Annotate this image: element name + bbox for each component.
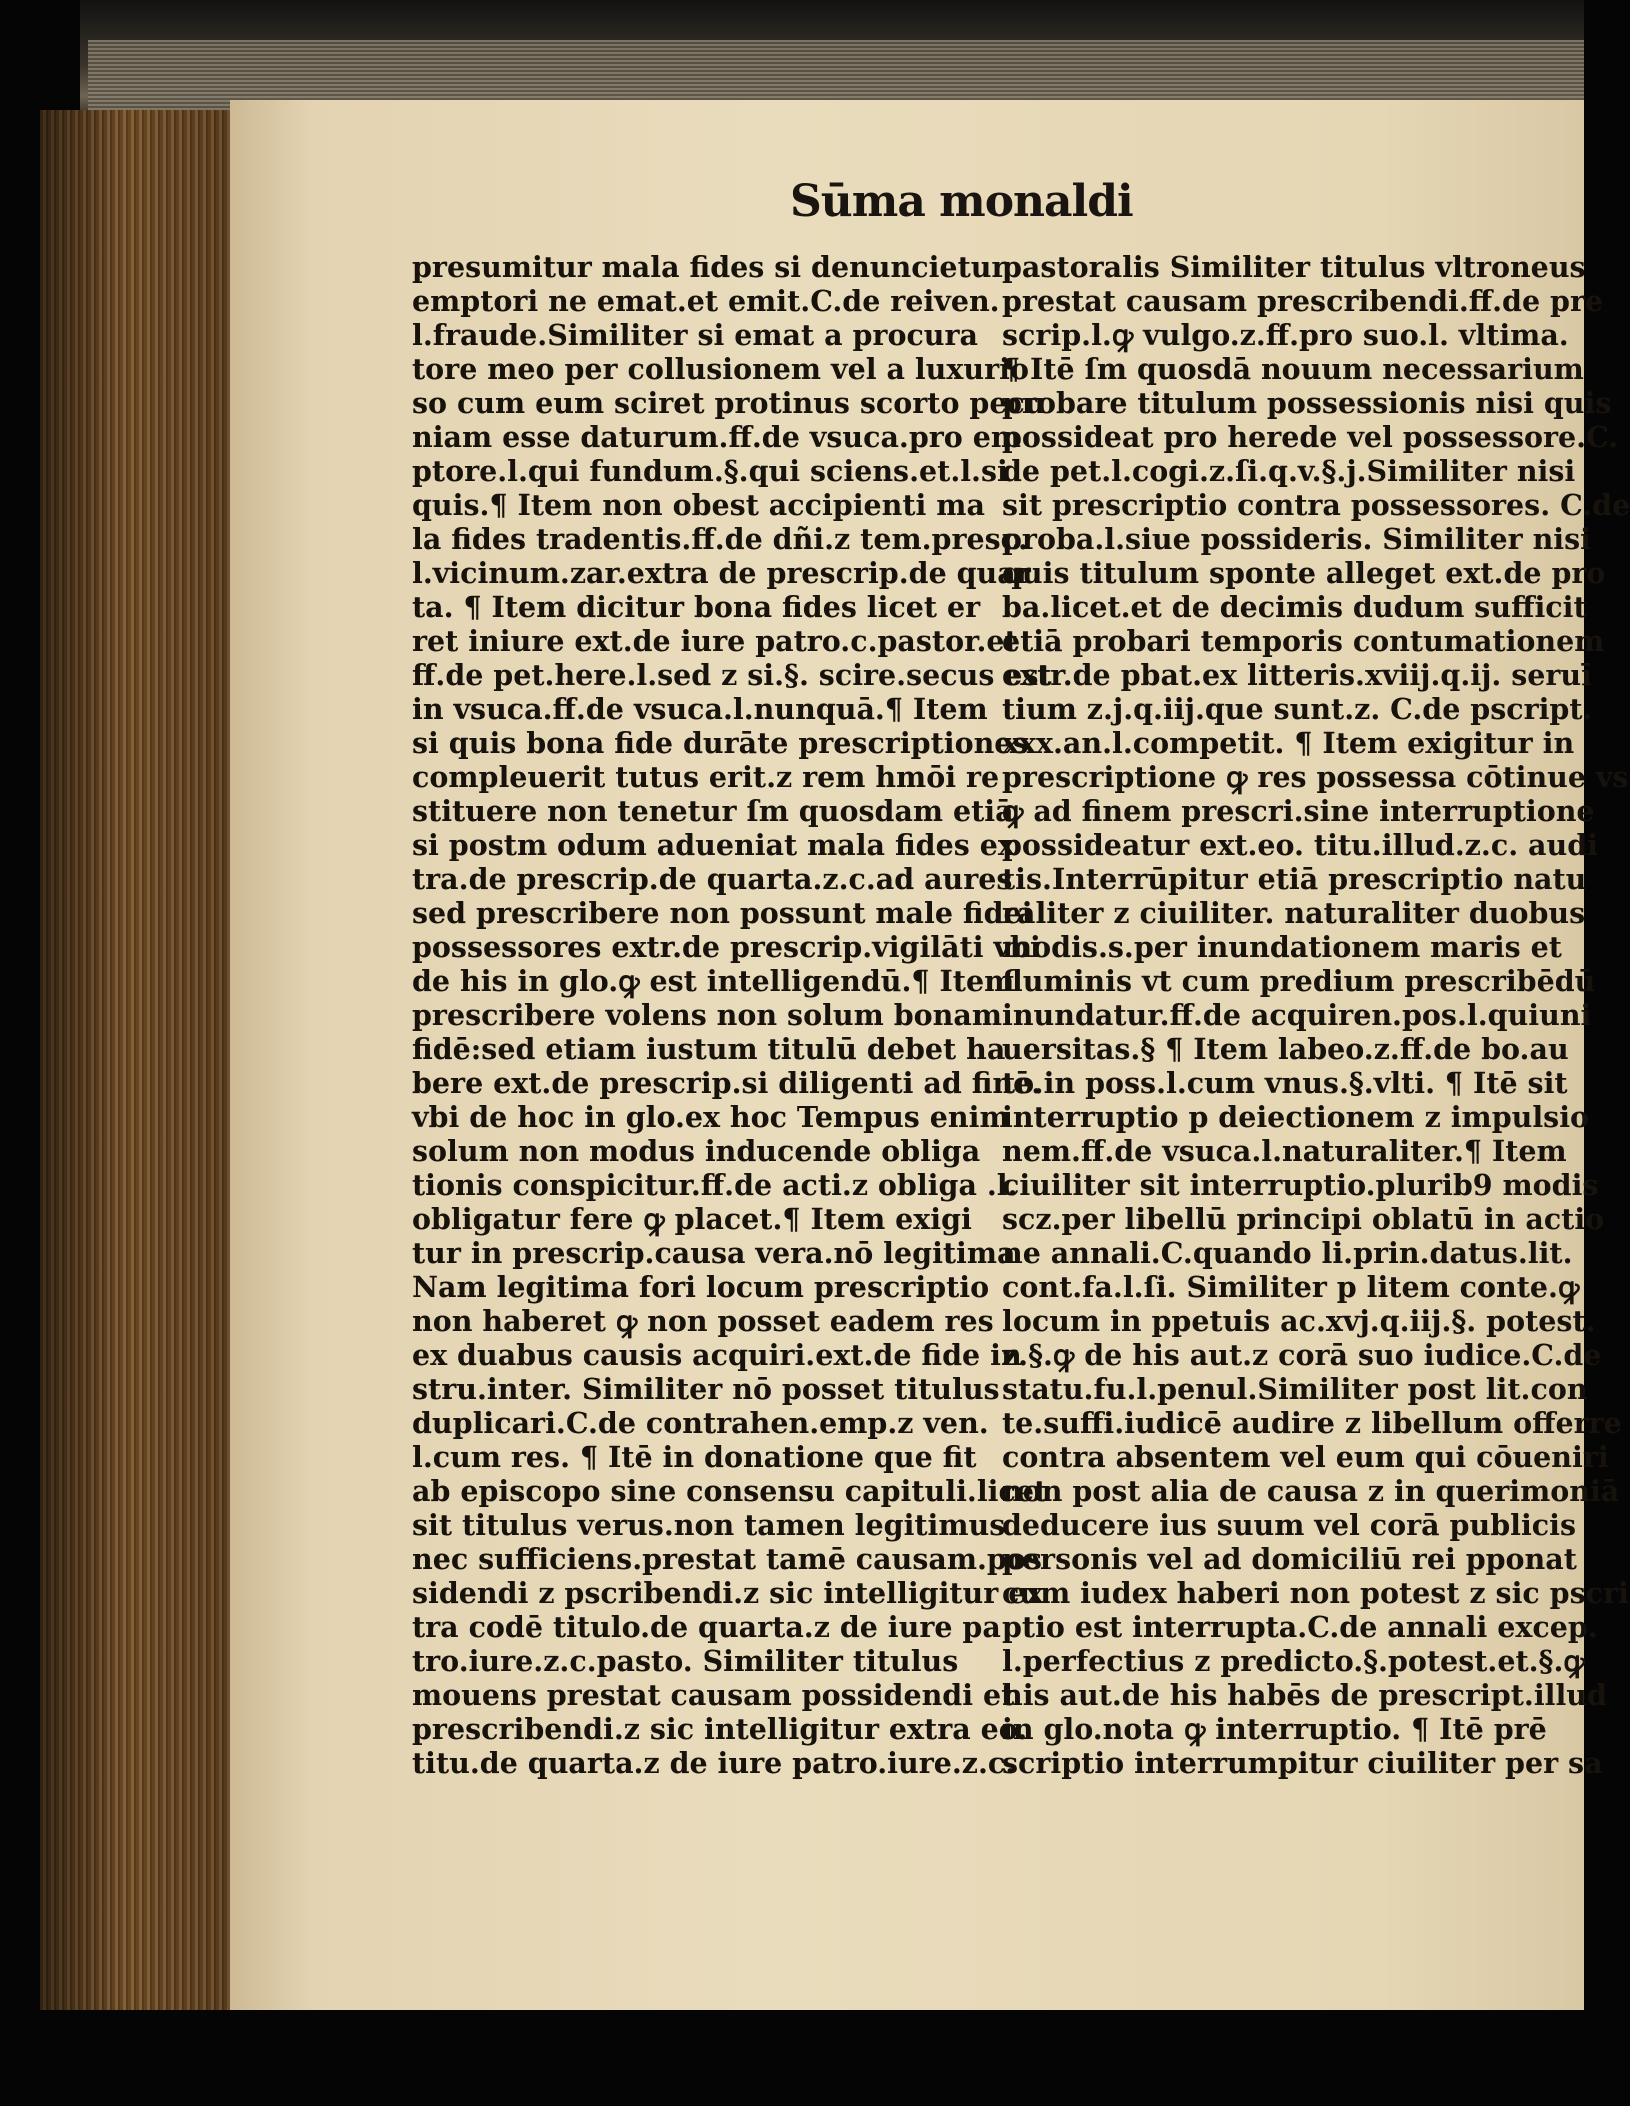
text-line: proba.l.siue possideris. Similiter nisi [1002, 522, 1592, 556]
text-line: non haberet ꝙ non posset eadem res [412, 1304, 994, 1338]
text-line: solum non modus inducende obliga [412, 1134, 981, 1168]
text-line: personis vel ad domiciliū rei pponat [1002, 1542, 1577, 1576]
text-line: sidendi z pscribendi.z sic intelligitur ex [412, 1576, 1044, 1610]
text-line: duplicari.C.de contrahen.emp.z ven. [412, 1406, 989, 1440]
text-line: sit prescriptio contra possessores. C.de [1002, 488, 1630, 522]
text-line: statu.fu.l.penul.Similiter post lit.con [1002, 1372, 1588, 1406]
page-stack-shade [40, 110, 250, 2020]
text-line: ptore.l.qui fundum.§.qui sciens.et.l.si [412, 454, 1008, 488]
text-line: ciuiliter sit interruptio.plurib9 modis [1002, 1168, 1599, 1202]
text-line: tionis conspicitur.ff.de acti.z obliga .l. [412, 1168, 1018, 1202]
page-header: Sūma monaldi [790, 176, 1133, 227]
text-line: z.§.ꝙ de his aut.z corā suo iudice.C.de [1002, 1338, 1602, 1372]
text-line: presumitur mala fides si denuncietur [412, 250, 1007, 284]
text-line: in vsuca.ff.de vsuca.l.nunquā.¶ Item [412, 692, 988, 726]
text-line: tra.de prescrip.de quarta.z.c.ad aures [412, 862, 1013, 896]
text-line: prescriptione ꝙ res possessa cōtinue vs [1002, 760, 1629, 794]
text-line: possessores extr.de prescrip.vigilāti vbi [412, 930, 1041, 964]
text-line: possideatur ext.eo. titu.illud.z.c. audi [1002, 828, 1598, 862]
text-line: tis.Interrūpitur etiā prescriptio natu [1002, 862, 1587, 896]
text-line: prescribendi.z sic intelligitur extra eo. [412, 1712, 1028, 1746]
text-line: ab episcopo sine consensu capituli.licet [412, 1474, 1048, 1508]
text-line: fidē:sed etiam iustum titulū debet ha [412, 1032, 1006, 1066]
text-line: cont.fa.l.ſi. Similiter p litem conte.ꝙ [1002, 1270, 1580, 1304]
text-line: quis titulum sponte alleget ext.de pro [1002, 556, 1606, 590]
text-line: ¶ Itē ſm quosdā nouum necessarium [1002, 352, 1584, 386]
text-line: ta. ¶ Item dicitur bona fides licet er [412, 590, 981, 624]
text-line: tra codē titulo.de quarta.z de iure pa [412, 1610, 1001, 1644]
text-line: tore meo per collusionem vel a luxurio [412, 352, 1029, 386]
text-line: to.in poss.l.cum vnus.§.vlti. ¶ Itē sit [1002, 1066, 1568, 1100]
text-line: non post alia de causa z in querimoniā [1002, 1474, 1620, 1508]
text-line: ne annali.C.quando li.prin.datus.lit. [1002, 1236, 1573, 1270]
text-line: si quis bona fide durāte prescriptiones [412, 726, 1029, 760]
text-line: de pet.l.cogi.z.ſi.q.v.§.j.Similiter nisi [1002, 454, 1576, 488]
bottom-shadow [0, 2010, 1584, 2106]
text-line: ff.de pet.here.l.sed z si.§. scire.secus est [412, 658, 1052, 692]
text-line: interruptio p deiectionem z impulsio [1002, 1100, 1590, 1134]
text-column-right [1002, 250, 1630, 1780]
text-line: niam esse daturum.ff.de vsuca.pro em [412, 420, 1021, 454]
text-line: si postm odum adueniat mala fides ex [412, 828, 1015, 862]
text-line: pastoralis Similiter titulus vltroneus [1002, 250, 1586, 284]
text-line: ex duabus causis acquiri.ext.de fide in [412, 1338, 1022, 1372]
text-line: scz.per libellū principi oblatū in actio [1002, 1202, 1605, 1236]
text-line: contra absentem vel eum qui cōueniri [1002, 1440, 1609, 1474]
text-line: nec sufficiens.prestat tamē causam.pos [412, 1542, 1042, 1576]
text-column-left [412, 250, 1052, 1780]
text-line: quis.¶ Item non obest accipienti ma [412, 488, 985, 522]
text-line: so cum eum sciret protinus scorto pecu [412, 386, 1046, 420]
text-line: mouens prestat causam possidendi et [412, 1678, 1015, 1712]
text-line: tium z.j.q.iij.que sunt.z. C.de pscript. [1002, 692, 1593, 726]
text-line: ret iniure ext.de iure patro.c.pastor.et [412, 624, 1018, 658]
text-line: stru.inter. Similiter nō posset titulus [412, 1372, 1000, 1406]
text-line: uersitas.§ ¶ Item labeo.z.ff.de bo.au [1002, 1032, 1569, 1066]
text-line: ptio est interrupta.C.de annali excep. [1002, 1610, 1598, 1644]
text-line: cum iudex haberi non potest z sic pscri [1002, 1576, 1629, 1610]
text-line: vbi de hoc in glo.ex hoc Tempus enim [412, 1100, 1010, 1134]
text-line: emptori ne emat.et emit.C.de reiven. [412, 284, 1000, 318]
text-line: l.cum res. ¶ Itē in donatione que fit [412, 1440, 977, 1474]
text-line: fluminis vt cum predium prescribēdū [1002, 964, 1596, 998]
text-line: l.vicinum.zar.extra de prescrip.de quar [412, 556, 1031, 590]
text-line: obligatur fere ꝙ placet.¶ Item exigi [412, 1202, 972, 1236]
text-line: te.suffi.iudicē audire z libellum offerre [1002, 1406, 1622, 1440]
text-line: inundatur.ff.de acquiren.pos.l.quiuni [1002, 998, 1592, 1032]
text-line: prestat causam prescribendi.ff.de pre [1002, 284, 1604, 318]
text-line: modis.s.per inundationem maris et [1002, 930, 1562, 964]
text-line: l.fraude.Similiter si emat a procura [412, 318, 979, 352]
text-line: extr.de pbat.ex litteris.xviij.q.ij. seruī [1002, 658, 1592, 692]
text-line: xxx.an.l.competit. ¶ Item exigitur in [1002, 726, 1575, 760]
text-line: Nam legitima fori locum prescriptio [412, 1270, 990, 1304]
text-line: prescribere volens non solum bonam [412, 998, 1002, 1032]
text-line: scriptio interrumpitur ciuiliter per sa [1002, 1746, 1603, 1780]
text-line: scrip.l.ꝙ vulgo.z.ff.pro suo.l. vltima. [1002, 318, 1569, 352]
text-line: de his in glo.ꝙ est intelligendū.¶ Item [412, 964, 1015, 998]
text-line: la fides tradentis.ff.de dñi.z tem.presc. [412, 522, 1028, 556]
text-line: ba.licet.et de decimis dudum sufficit [1002, 590, 1587, 624]
text-line: tro.iure.z.c.pasto. Similiter titulus [412, 1644, 959, 1678]
text-line: bere ext.de prescrip.si diligenti ad finē. [412, 1066, 1042, 1100]
text-line: in glo.nota ꝙ interruptio. ¶ Itē prē [1002, 1712, 1547, 1746]
text-line: stituere non tenetur ſm quosdam etiā [412, 794, 1014, 828]
text-line: l.perfectius z predicto.§.potest.et.§.ꝙ [1002, 1644, 1585, 1678]
text-line: possideat pro herede vel possessore.C. [1002, 420, 1619, 454]
text-line: locum in ppetuis ac.xvj.q.iij.§. potest. [1002, 1304, 1596, 1338]
text-line: nem.ff.de vsuca.l.naturaliter.¶ Item [1002, 1134, 1567, 1168]
text-line: titu.de quarta.z de iure patro.iure.z.c. [412, 1746, 1016, 1780]
text-line: probare titulum possessionis nisi quis [1002, 386, 1612, 420]
text-line: deducere ius suum vel corā publicis [1002, 1508, 1577, 1542]
text-line: his aut.de his habēs de prescript.illud [1002, 1678, 1607, 1712]
text-line: compleuerit tutus erit.z rem hmōi re [412, 760, 1000, 794]
text-line: tur in prescrip.causa vera.nō legitima [412, 1236, 1016, 1270]
text-line: sed prescribere non possunt male fidei [412, 896, 1033, 930]
text-line: raliter z ciuiliter. naturaliter duobus [1002, 896, 1586, 930]
text-line: etiā probari temporis contumationem [1002, 624, 1605, 658]
text-line: sit titulus verus.non tamen legitimus [412, 1508, 1006, 1542]
text-line: ꝙ ad finem prescri.sine interruptione [1002, 794, 1595, 828]
